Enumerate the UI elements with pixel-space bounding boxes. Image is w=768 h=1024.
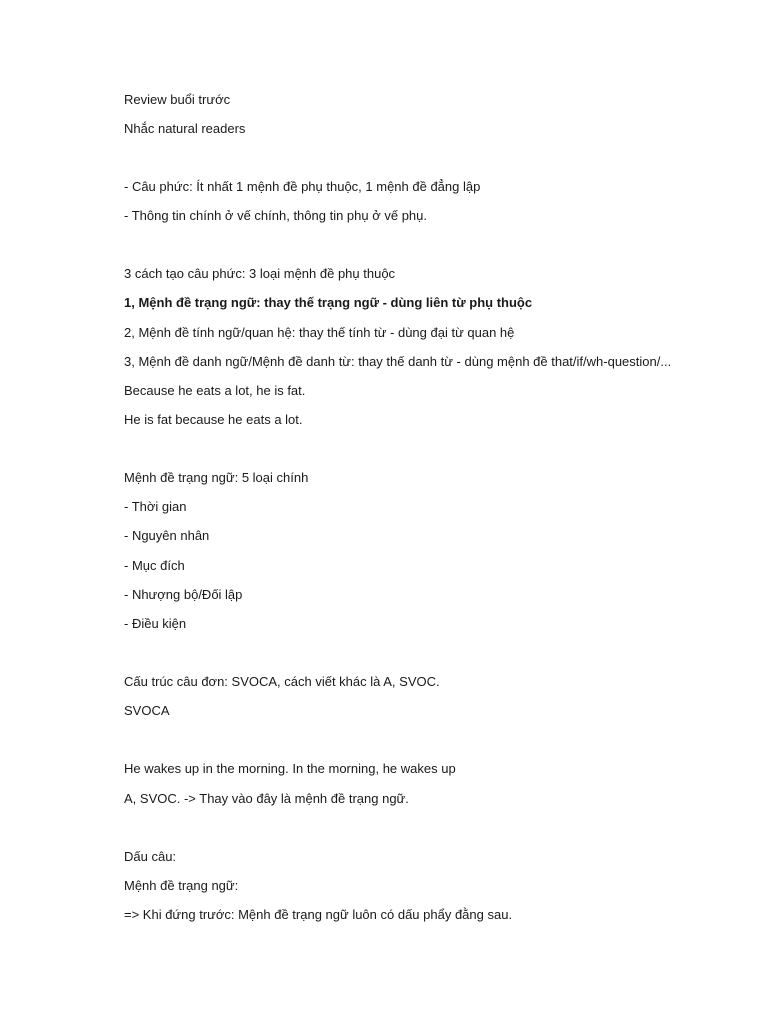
text-line-example-2: He is fat because he eats a lot. (124, 412, 303, 427)
list-item-time: - Thời gian (124, 499, 187, 514)
text-line-punctuation: Dấu câu: (124, 849, 177, 864)
text-line-complex-sentence: - Câu phức: Ít nhất 1 mệnh đề phụ thuộc, 1 mệnh đề đẳng lập (124, 179, 481, 194)
list-item-reason: - Nguyên nhân (124, 528, 210, 543)
list-item-condition: - Điều kiện (124, 616, 187, 631)
text-line-adverbial-types: Mệnh đề trạng ngữ: 5 loại chính (124, 470, 309, 485)
text-line-adverbial-heading: Mệnh đề trạng ngữ: (124, 878, 239, 893)
list-item-purpose: - Mục đích (124, 558, 185, 573)
text-line-reminder: Nhắc natural readers (124, 121, 246, 136)
text-line-review: Review buổi trước (124, 92, 231, 107)
text-line-wakes-up-example: He wakes up in the morning. In the morning, he wakes up (124, 761, 456, 776)
text-line-three-ways: 3 cách tạo câu phức: 3 loại mệnh đề phụ thuộc (124, 266, 396, 281)
text-line-simple-structure: Cấu trúc câu đơn: SVOCA, cách viết khác là A, SVOC. (124, 674, 440, 689)
text-line-adverbial-clause: 1, Mệnh đề trạng ngữ: thay thế trạng ngữ - dùng liên từ phụ thuộc (124, 295, 533, 310)
text-line-noun-clause: 3, Mệnh đề danh ngữ/Mệnh đề danh từ: thay thế danh từ - dùng mệnh đề that/if/wh-question/... (124, 354, 672, 369)
text-line-relative-clause: 2, Mệnh đề tính ngữ/quan hệ: thay thế tính từ - dùng đại từ quan hệ (124, 325, 515, 340)
list-item-concession: - Nhượng bộ/Đối lập (124, 587, 243, 602)
text-line-replacement: A, SVOC. -> Thay vào đây là mệnh đề trạng ngữ. (124, 791, 409, 806)
text-line-example-1: Because he eats a lot, he is fat. (124, 383, 306, 398)
text-line-svoca: SVOCA (124, 703, 170, 718)
text-line-comma-rule: => Khi đứng trước: Mệnh đề trạng ngữ luôn có dấu phẩy đằng sau. (124, 907, 513, 922)
text-line-main-info: - Thông tin chính ở vế chính, thông tin phụ ở vế phụ. (124, 208, 428, 223)
